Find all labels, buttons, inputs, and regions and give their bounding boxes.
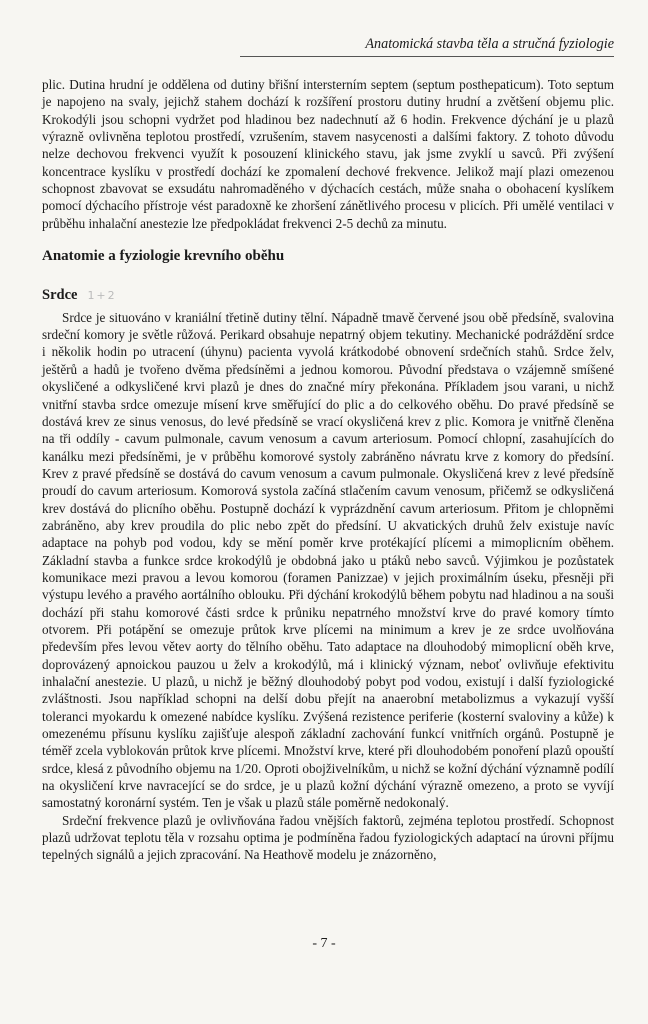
page-body bbox=[42, 76, 614, 864]
paragraph-heart-rate: Srdeční frekvence plazů je ovlivňována řadou vnějších faktorů, zejména teplotou prostředí. Schopnost plazů udržovat teplotu těla v rozsahu optima je podmíněna řadou fyziologických adaptací na úrovni příjmu tepelných signálů a jejich zpracování. Na Heathově modelu je znázorněno, bbox=[42, 812, 614, 863]
pencil-annotation: 1+2 bbox=[87, 289, 117, 303]
subsection-heading-row bbox=[42, 287, 614, 304]
page-number: - 7 - bbox=[312, 936, 336, 951]
paragraph-heart: Srdce je situováno v kraniální třetině dutiny tělní. Nápadně tmavě červené jsou obě předsíně, svalovina srdeční komory je světle růžová. Perikard obsahuje nepatrný objem tekutiny. Mechanické podráždění srdce i několik hodin po utracení (úhynu) pacienta vyvolá krátkodobé obnovení srdečních stahů. Srdce želv, ještěrů a hadů je tvořeno dvěma předsíněmi a jednou komorou. Původní představa o vzájemně smíšené okysličené a odkysličené krvi plazů je dnes do značné míry překonána. Příkladem jsou varani, u nichž vnitřní stavba srdce omezuje mísení krve směřující do plic a do celkového oběhu. Do pravé předsíně se dostává krev ze sinus venosus, do levé předsíně se vrací okysličená krev z plic. Komora je vnitřně členěna na tři oddíly - cavum pulmonale, cavum venosum a cavum arteriosum. Pomocí chlopní, zasahujících do kanálku mezi předsíněmi, je v průběhu komorové systoly zabráněno návratu krve z komory do předsíní. Krev z pravé předsíně se dostává do cavum venosum a cavum pulmonale. Okysličená krev z levé předsíně proudí do cavum arteriosum. Komorová systola začíná stlačením cavum venosum, přičemž se odkysličená krev dostává do plicního oběhu. Postupně dochází k vyprázdnění cavum arteriosum. Přitom je chlopněmi zabráněno, aby krev proudila do plic nebo zpět do předsíní. U akvatických druhů želv existuje navíc adaptace na pohyb pod vodou, kdy se mění poměr krve protékající plícemi a mimoplicním oběhem. Základní stavba a funkce srdce krokodýlů je obdobná jako u ptáků nebo savců. Výjimkou je pozůstatek komunikace mezi pravou a levou komorou (foramen Panizzae) v jejich proximálním úseku, přesněji při výstupu levého a pravého aortálního oblouku. Při dýchání krokodýlů během pobytu nad hladinou a na souši dochází při stahu komorové části srdce k průniku nepatrného množství krve do pravé komory tímto otvorem. Při potápění se omezuje průtok krve plícemi na minimum a krev je ze srdce uvolňována především přes levou větev aorty do tělního oběhu. Tato adaptace na dlouhodobý mimoplicní oběh krve, doprovázený apnoickou pauzou u želv a krokodýlů, má i klinický význam, neboť ovlivňuje efektivitu inhalační anestezie. U plazů, u nichž je běžný dlouhodobý pobyt pod vodou, existují i další fyziologické zvláštnosti. Jsou například schopni na delší dobu přejít na anaerobní metabolizmus a vykazují vyšší toleranci myokardu k omezené nabídce kyslíku. Zvýšená rezistence periferie (kosterní svaloviny a kůže) k omezenému přísunu kyslíku zajišťuje alespoň základní zachování funkcí vnitřních orgánů. Postupně je téměř zcela vyblokován průtok krve plícemi. Množství krve, které při dlouhodobém ponoření plazů opouští srdce, klesá z původního objemu na 1/20. Oproti obojživelníkům, u nichž se kožní dýchání významně podílí na okysličení krve navracející se do srdce, je u plazů kožní dýchání výrazně omezeno, a proto se vyvíjí samostatný koronární systém. Ten je však u plazů stále poměrně nedokonalý. bbox=[42, 309, 614, 811]
section-heading: Anatomie a fyziologie krevního oběhu bbox=[42, 248, 285, 265]
subsection-heading: Srdce bbox=[42, 287, 78, 304]
running-header: Anatomická stavba těla a stručná fyziologie bbox=[240, 36, 614, 57]
paragraph-respiration: plic. Dutina hrudní je oddělena od dutiny břišní intersterním septem (septum posthepaticum). Toto septum je napojeno na svaly, jejichž stahem dochází k rozšíření prostoru dutiny hrudní a zvětšení objemu plic. Krokodýli jsou schopni vydržet pod hladinou bez nadechnutí až 6 hodin. Frekvence dýchání je u plazů výrazně ovlivněna teplotou prostředí, vzrušením, stavem nasycenosti a dalšími faktory. Z tohoto důvodu nelze dechovou frekvenci využít k posouzení klinického stavu, jak jsme zvyklí u savců. Při zvýšení koncentrace kyslíku v prostředí dochází ke zpomalení dechové frekvence. Jelikož mají plazi omezenou schopnost zbavovat se exsudátu nahromaděného v dýchacích cestách, může snaha o obohacení kyslíkem pomocí dýchacího přístroje vést paradoxně ke zhoršení zánětlivého procesu v plicích. Při umělé ventilaci v průběhu inhalační anestezie lze předpokládat frekvenci 2-5 dechů za minutu. bbox=[42, 77, 614, 231]
